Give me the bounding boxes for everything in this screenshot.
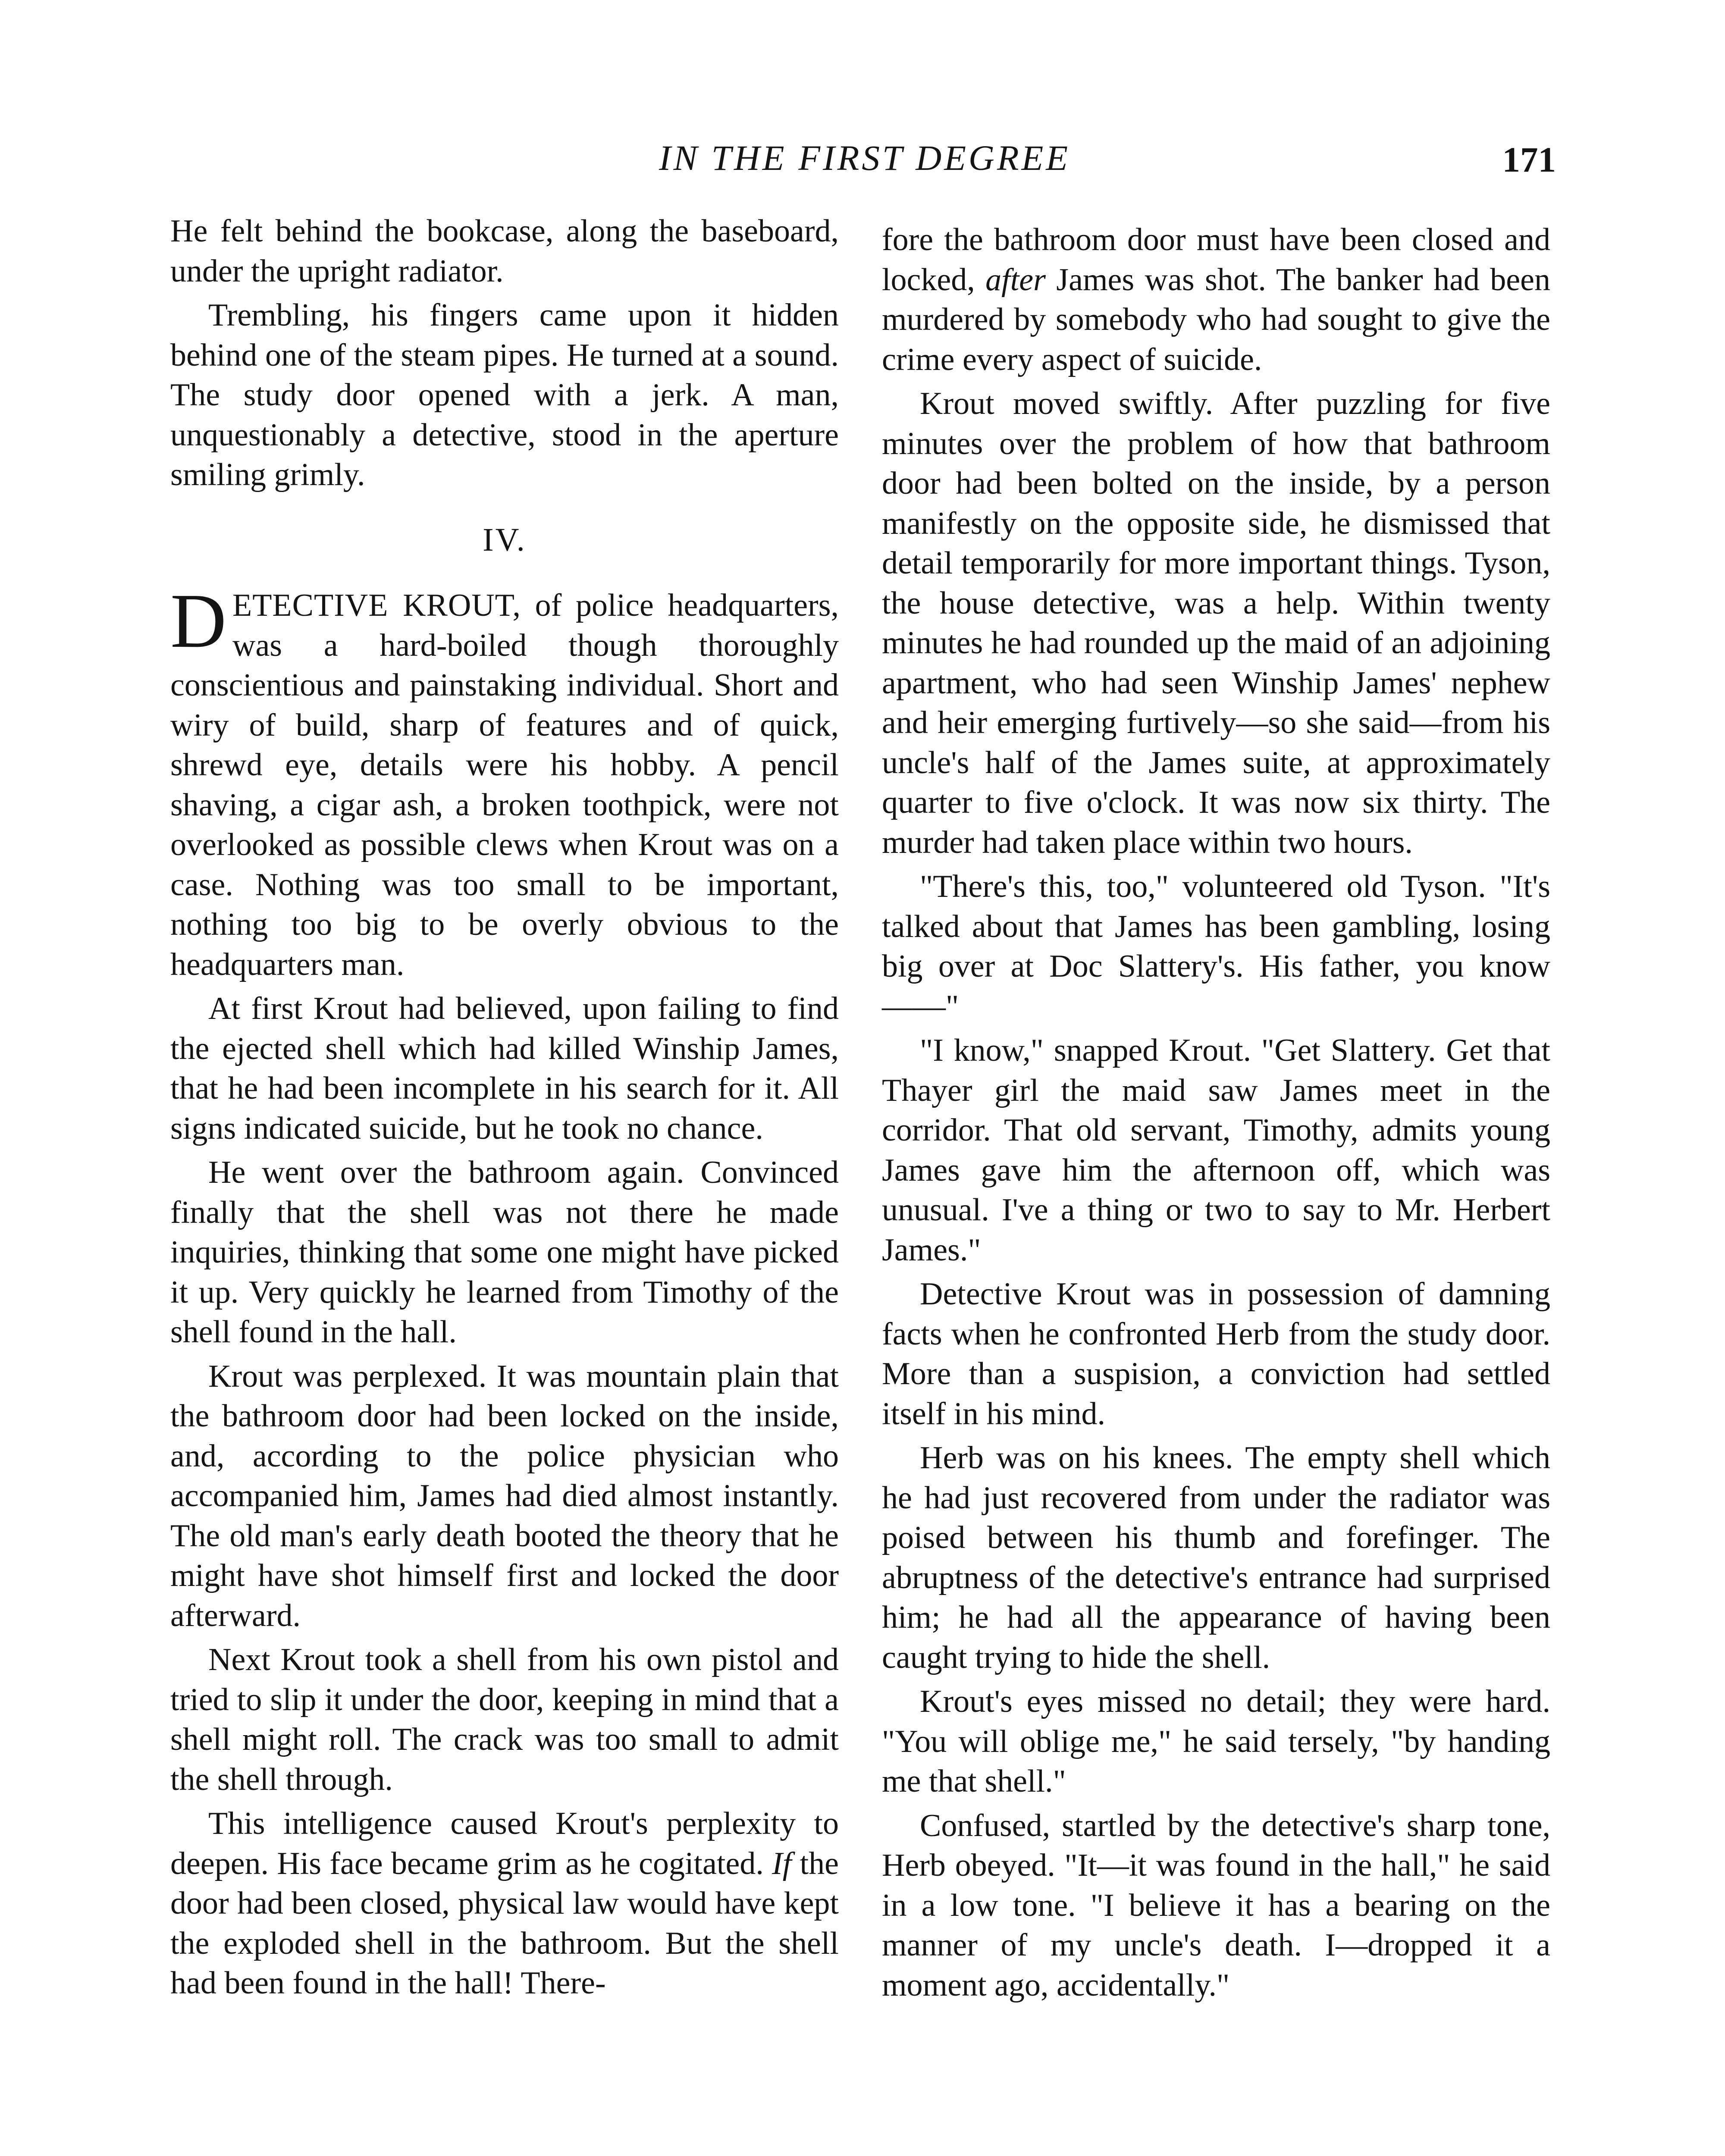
- paragraph: [882, 220, 1550, 379]
- paragraph: Trembling, his fingers came upon it hidden behind one of the steam pipes. He turned at a sound. The study door opened with a jerk. A man, unquestionably a detective, stood in the aperture smiling grimly.: [170, 298, 839, 492]
- paragraph: At first Krout had believed, upon failing to find the ejected shell which had killed Winship James, that he had been incomplete in his search for it. All signs indicated suicide, but he took no chance.: [170, 991, 839, 1146]
- paragraph: He felt behind the bookcase, along the baseboard, under the upright radiator.: [170, 213, 839, 289]
- left-column: [170, 211, 839, 2008]
- paragraph: Confused, startled by the detective's sharp tone, Herb obeyed. "It—it was found in the hall," he said in a low tone. "I believe it has a bearing on the manner of my uncle's death. I—dropped it a moment ago, accidentally.": [882, 1808, 1550, 2003]
- emphasis: If: [772, 1846, 792, 1881]
- paragraph: Krout's eyes missed no detail; they were hard. "You will oblige me," he said tersely, "by handing me that shell.": [882, 1684, 1550, 1799]
- right-column: [882, 220, 1550, 2009]
- paragraph-text: This intelligence caused Krout's perplexity to deepen. His face became grim as he cogitated.: [170, 1806, 839, 1881]
- paragraph: "There's this, too," volunteered old Tyson. "It's talked about that James has been gambling, losing big over at Doc Slattery's. His father, you know——": [882, 869, 1550, 1024]
- opening-paragraph: [170, 578, 839, 984]
- paragraph-text: of police headquarters, was a hard-boiled though thoroughly conscientious and painstaking individual. Short and wiry of build, sharp of features and of quick, shrewd eye, details were his hobby. A pencil shaving, a cigar ash, a broken toothpick, were not overlooked as possible clews when Krout was on a case. Nothing was too small to be important, nothing too big to be overly obvious to the headquarters man.: [170, 588, 839, 982]
- paragraph-text: fore the bathroom door must have been closed and locked,: [882, 222, 1550, 298]
- paragraph: Krout was perplexed. It was mountain plain that the bathroom door had been locked on the inside, and, according to the police physician who accompanied him, James had died almost instantly. The old man's early death booted the theory that he might have shot himself first and locked the door afterward.: [170, 1358, 839, 1633]
- emphasis: after: [985, 262, 1046, 298]
- paragraph: Detective Krout was in possession of damning facts when he confronted Herb from the study door. More than a suspision, a conviction had settled itself in his mind.: [882, 1276, 1550, 1432]
- paragraph: He went over the bathroom again. Convinced finally that the shell was not there he made inquiries, thinking that some one might have picked it up. Very quickly he learned from Timothy of the shell found in the hall.: [170, 1155, 839, 1350]
- page-number: 171: [1502, 140, 1556, 179]
- running-title: IN THE FIRST DEGREE: [659, 138, 1070, 178]
- paragraph-text: the door had been closed, physical law would have kept the exploded shell in the bathroom. But the shell had been found in the hall! There-: [170, 1846, 839, 2001]
- paragraph: "I know," snapped Krout. "Get Slattery. Get that Thayer girl the maid saw James meet in the corridor. That old servant, Timothy, admits young James gave him the afternoon off, which was unusual. I've a thing or two to say to Mr. Herbert James.": [882, 1033, 1550, 1268]
- paragraph-text: James was shot. The banker had been murdered by somebody who had sought to give the crime every aspect of suicide.: [882, 262, 1550, 377]
- paragraph: Herb was on his knees. The empty shell which he had just recovered from under the radiator was poised between his thumb and forefinger. The abruptness of the detective's entrance had surprised him; he had all the appearance of having been caught trying to hide the shell.: [882, 1440, 1550, 1675]
- lead-in: ETECTIVE KROUT,: [232, 588, 521, 623]
- paragraph: Krout moved swiftly. After puzzling for five minutes over the problem of how that bathroom door had been bolted on the inside, by a person manifestly on the opposite side, he dismissed that detail temporarily for more important things. Tyson, the house detective, was a help. Within twenty minutes he had rounded up the maid of an adjoining apartment, who had seen Winship James' nephew and heir emerging furtively—so she said—from his uncle's half of the James suite, at approximately quarter to five o'clock. It was now six thirty. The murder had taken place within two hours.: [882, 386, 1550, 860]
- paragraph: Next Krout took a shell from his own pistol and tried to slip it under the door, keeping in mind that a shell might roll. The crack was too small to admit the shell through.: [170, 1642, 839, 1797]
- paragraph: [170, 1804, 839, 2003]
- drop-cap: D: [170, 578, 226, 664]
- section-heading: IV.: [483, 521, 527, 558]
